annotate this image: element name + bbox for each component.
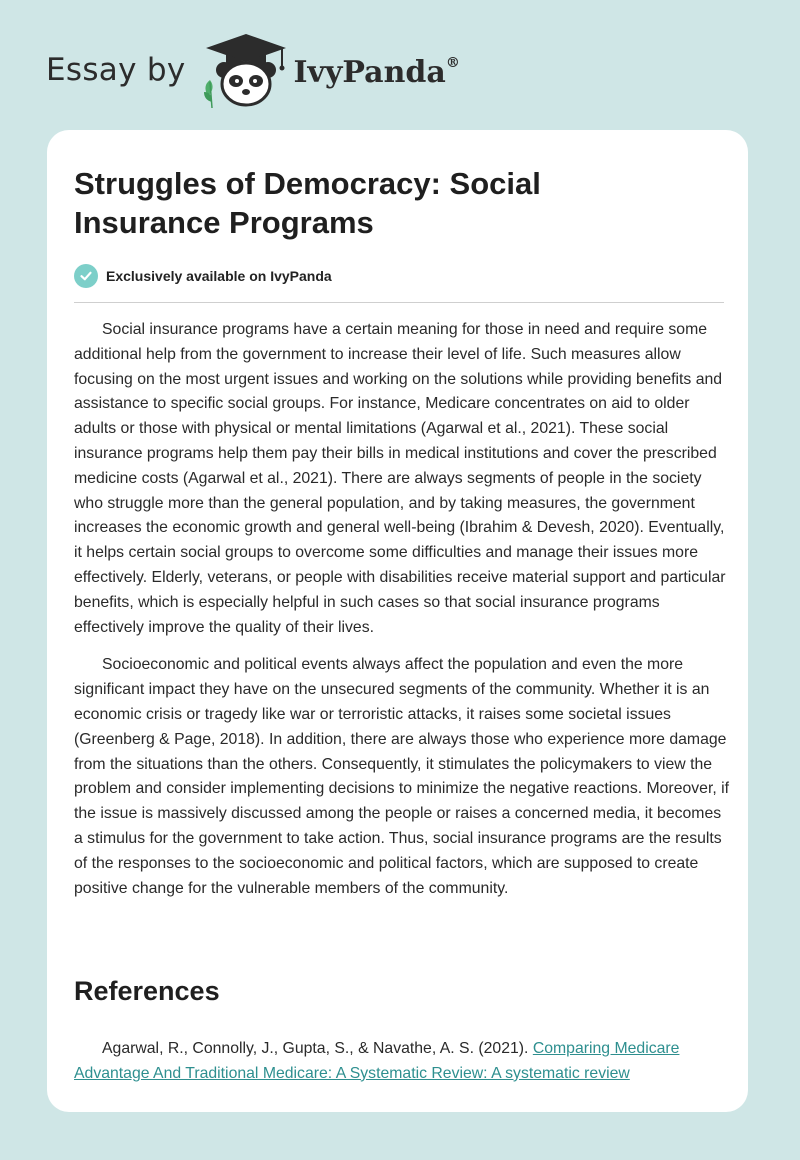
exclusive-badge — [74, 263, 332, 289]
reference-authors: Agarwal, R., Connolly, J., Gupta, S., & Navathe, A. S. (2021). — [102, 1040, 529, 1057]
reference-item — [74, 1037, 729, 1087]
badge-text: Exclusively available on IvyPanda — [106, 268, 332, 284]
essay-body — [74, 318, 729, 914]
check-circle-icon — [74, 264, 98, 288]
paragraph: Social insurance programs have a certain meaning for those in need and require some additional help from the government to increase their level of life. Such measures allow focusing on the most urgent issues and working on the solutions while providing benefits and assistance to specific social groups. For instance, Medicare concentrates on aid to older adults or those with physical or mental limitations (Agarwal et al., 2021). These social insurance programs help them pay their bills in medical institutions and cover the prescribed medicine costs (Agarwal et al., 2021). There are always segments of people in the society who struggle more than the general population, and by taking measures, the government increases the economic growth and general well-being (Ibrahim & Devesh, 2020). Eventually, it helps certain social groups to overcome some difficulties and manage their issues more effectively. Elderly, veterans, or people with disabilities receive material support and particular benefits, which is especially helpful in such cases so that social insurance programs effectively improve the quality of their lives. — [74, 321, 726, 636]
brand-prefix: Essay by — [46, 52, 186, 88]
paragraph: Socioeconomic and political events always affect the population and even the more significant impact they have on the unsecured segments of the community. Whether it is an economic crisis or tragedy like war or terroristic attacks, it raises some societal issues (Greenberg & Page, 2018). In addition, there are always those who experience more damage from the situations than the others. Consequently, it stimulates the policymakers to view the problem and consider implementing decisions to minimize the negative reactions. Moreover, if the issue is massively discussed among the people or raises a concerned media, it becomes a stimulus for the government to take action. Thus, social insurance programs are the results of the responses to the socioeconomic and political factors, which are supposed to create positive change for the vulnerable members of the community. — [74, 656, 730, 897]
references-heading: References — [74, 976, 220, 1006]
essay-card — [47, 130, 748, 1112]
trademark-symbol: ® — [445, 54, 460, 71]
site-brand[interactable] — [46, 30, 460, 110]
divider — [74, 302, 724, 303]
page-title: Struggles of Democracy: Social Insurance Programs — [74, 166, 541, 240]
reference-link[interactable]: Comparing Medicare Advantage And Traditional Medicare: A Systematic Review: A systematic review — [74, 1040, 680, 1082]
brand-name: IvyPanda® — [293, 54, 460, 90]
panda-graduation-cap-icon — [200, 30, 292, 110]
